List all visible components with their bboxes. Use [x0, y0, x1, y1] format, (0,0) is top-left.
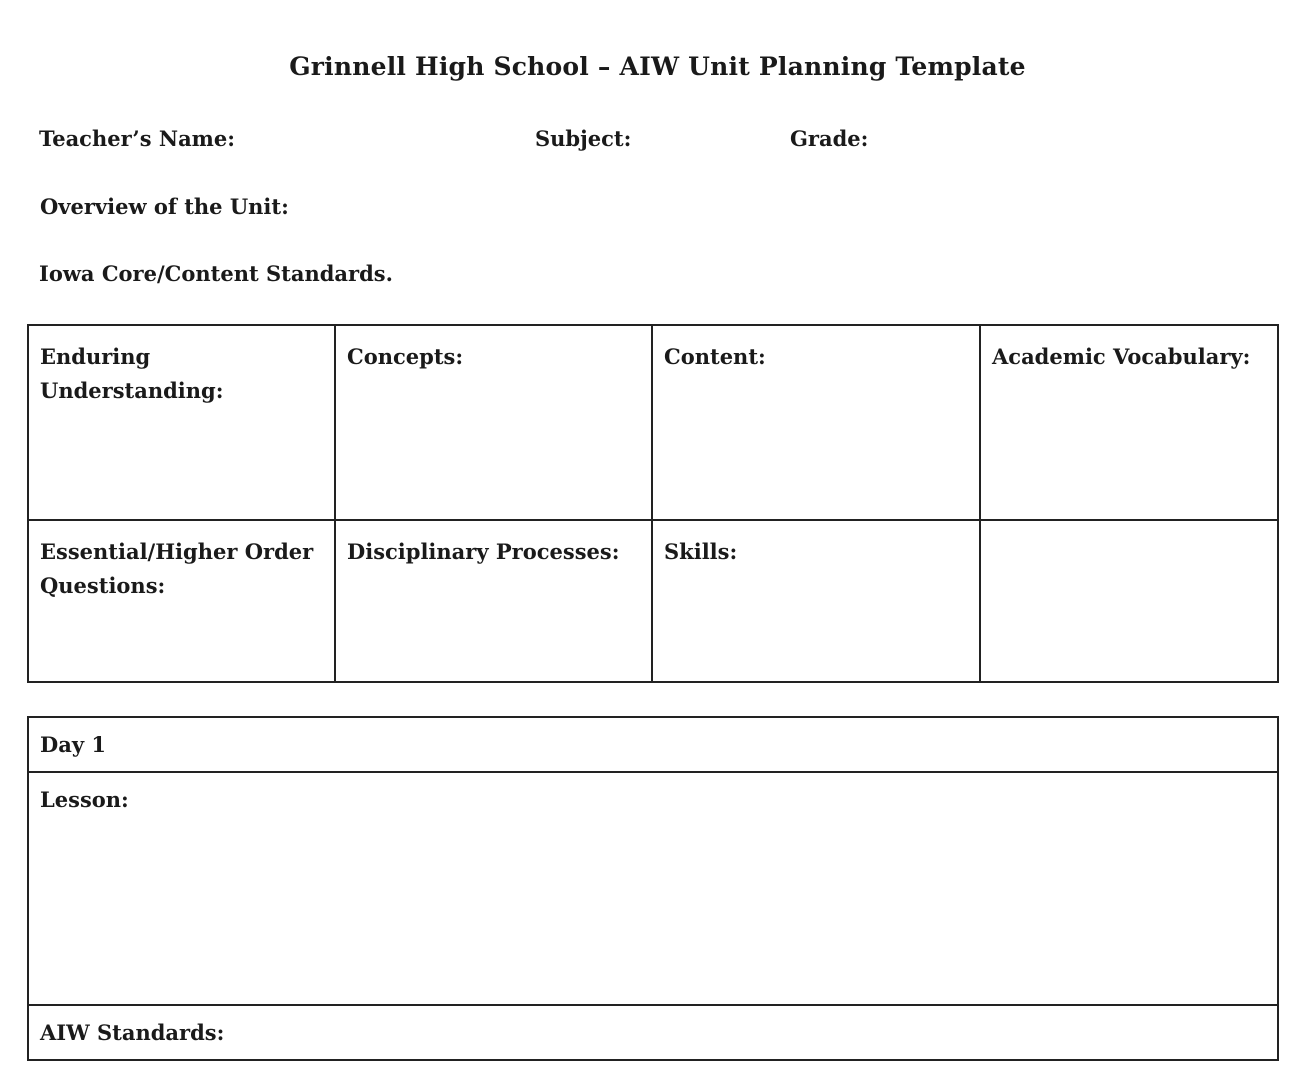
content-cell[interactable]: Content: — [652, 325, 980, 520]
day-plan-table — [27, 716, 1279, 1061]
table-row — [28, 717, 1278, 772]
skills-cell[interactable]: Skills: — [652, 520, 980, 682]
page-title: Grinnell High School – AIW Unit Planning Template — [289, 52, 1026, 81]
aiw-standards-cell[interactable]: AIW Standards: — [28, 1005, 1278, 1060]
subject-label: Subject: — [535, 126, 632, 151]
table-row — [28, 325, 1278, 520]
teacher-name-label: Teacher’s Name: — [39, 126, 236, 151]
empty-cell[interactable] — [980, 520, 1278, 682]
lesson-cell[interactable]: Lesson: — [28, 772, 1278, 1005]
grade-label: Grade: — [790, 126, 869, 151]
academic-vocabulary-cell[interactable]: Academic Vocabulary: — [980, 325, 1278, 520]
essential-questions-cell[interactable]: Essential/Higher Order Questions: — [28, 520, 335, 682]
unit-planning-table — [27, 324, 1279, 683]
overview-label: Overview of the Unit: — [40, 194, 289, 219]
table-row — [28, 1005, 1278, 1060]
enduring-understanding-cell[interactable]: Enduring Understanding: — [28, 325, 335, 520]
table-row — [28, 772, 1278, 1005]
disciplinary-processes-cell[interactable]: Disciplinary Processes: — [335, 520, 652, 682]
standards-label: Iowa Core/Content Standards. — [39, 261, 393, 286]
concepts-cell[interactable]: Concepts: — [335, 325, 652, 520]
day-label-cell: Day 1 — [28, 717, 1278, 772]
table-row — [28, 520, 1278, 682]
